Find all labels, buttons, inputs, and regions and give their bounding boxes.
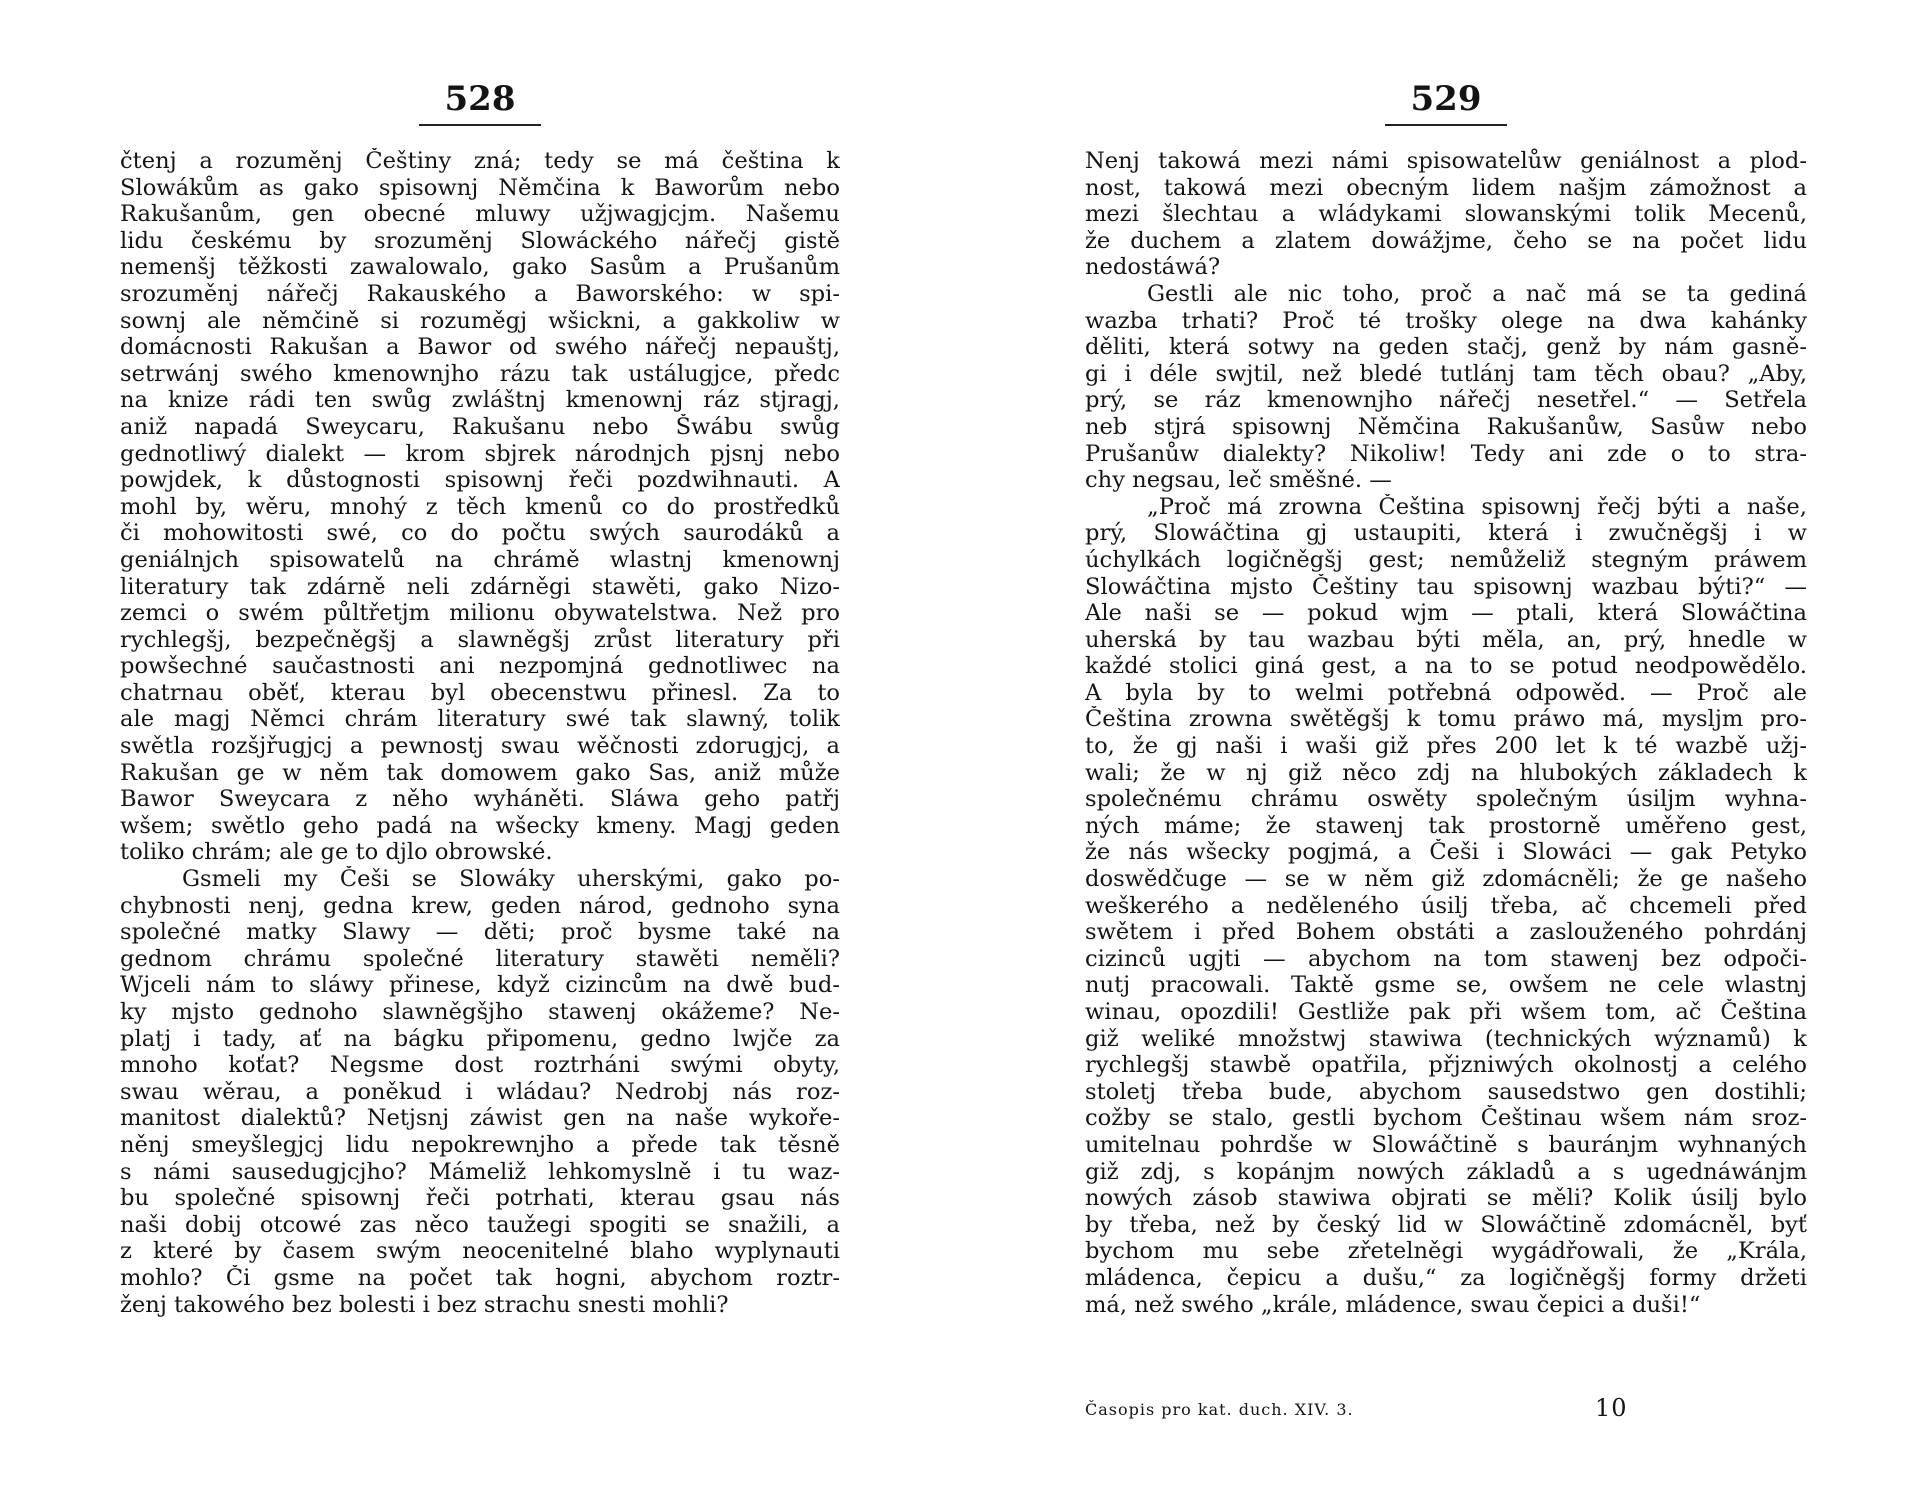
text-line: toliko chrám; ale ge to djlo obrowské.	[120, 839, 553, 866]
header-rule	[1385, 124, 1507, 126]
text-line: ných máme; že stawenj tak prostorně uměřeno gest,	[1085, 812, 1807, 839]
text-line: nost, takowá mezi obecným lidem našjm zámožnost a	[1085, 174, 1807, 201]
text-line: bychom mu sebe zřetelněgi wygádřowali, že „Krála,	[1085, 1238, 1807, 1265]
text-line: doswědčuge — se w něm giž zdomácněli; že ge našeho	[1085, 866, 1807, 893]
text-line: mnoho koťat? Negsme dost roztrháni swými obyty,	[120, 1052, 840, 1079]
text-line: na knize rádi ten swůg zwláštnj kmenownj ráz stjragj,	[120, 387, 840, 414]
text-line: že duchem a zlatem dowážjme, čeho se na počet lidu	[1085, 227, 1807, 254]
text-line: Gestli ale nic toho, proč a nač má se ta gediná	[1147, 280, 1807, 307]
text-line: to, že gj naši i waši giž přes 200 let k té wazbě užj-	[1085, 733, 1807, 760]
text-line: Rakušan ge w něm tak domowem gako Sas, aniž může	[120, 759, 840, 786]
text-line: nowých zásob stawiwa objrati se měli? Kolik úsilj bylo	[1085, 1185, 1807, 1212]
text-line: že nás wšecky pogjmá, a Češi i Slowáci — gak Petyko	[1085, 839, 1807, 866]
signature-mark: 10	[1595, 1394, 1628, 1422]
text-line: čtenj a rozuměnj Češtiny zná; tedy se má čeština k	[120, 148, 840, 174]
text-line: literatury tak zdárně neli zdárněgi stawěti, gako Nizo-	[120, 573, 840, 600]
text-line: společné matky Slawy — děti; proč bysme také na	[120, 919, 840, 946]
text-line: nutj pracowali. Taktě gsme se, owšem ne cele wlastnj	[1085, 972, 1807, 999]
header-rule	[419, 124, 541, 126]
text-line: giž zdj, s kopánjm nowých základů a s ugednáwánjm	[1085, 1158, 1807, 1185]
text-line: Rakušanům, gen obecné mluwy užjwagjcjm. Našemu	[120, 201, 840, 228]
text-line: srozuměnj nářečj Rakauského a Baworského: w spi-	[120, 280, 840, 307]
text-line: mohlo? Či gsme na počet tak hogni, abychom roztr-	[120, 1264, 840, 1291]
text-line: manitost dialektů? Netjsnj záwist gen na naše wykoře-	[120, 1105, 840, 1132]
text-line: domácnosti Rakušan a Bawor od swého nářečj nepauštj,	[120, 334, 840, 361]
text-line: Slowákům as gako spisownj Němčina k Baworům nebo	[120, 174, 840, 201]
text-line: giž weliké množstwj stawiwa (technických wýznamů) k	[1085, 1025, 1807, 1052]
text-line: setrwánj swého kmenownjho rázu tak ustálugjce, předc	[120, 360, 840, 387]
text-line: má, než swého „krále, mládence, swau čepici a duši!“	[1085, 1291, 1701, 1318]
text-line: chatrnau oběť, kterau byl obecenstwu přinesl. Za to	[120, 679, 840, 706]
text-line: aniž napadá Sweycaru, Rakušanu nebo Šwábu swůg	[120, 413, 840, 440]
text-line: uherská by tau wazbau býti měla, an, prý, hnedle w	[1085, 626, 1807, 653]
text-line: Prušanůw dialekty? Nikoliw! Tedy ani zde o to stra-	[1085, 440, 1807, 467]
text-line: „Proč má zrowna Čeština spisownj řečj býti a naše,	[1147, 493, 1807, 520]
text-line: wazba trhati? Proč té trošky olege na dwa kahánky	[1085, 307, 1807, 334]
text-line: nemenšj těžkosti zawalowalo, gako Sasům a Prušanům	[120, 254, 840, 281]
page-text	[1085, 148, 1807, 1318]
text-line: Gsmeli my Češi se Slowáky uherskými, gako po-	[182, 866, 840, 893]
text-line: powjdek, k důstognosti spisownj řeči pozdwihnauti. A	[120, 467, 840, 494]
text-line: naši dobij otcowé zas něco taužegi spogiti se snažili, a	[120, 1211, 840, 1238]
text-line: swětem i před Bohem obstáti a zaslouženého pohrdánj	[1085, 919, 1807, 946]
text-line: rychlegšj, bezpečněgšj a slawněgšj zrůst literatury při	[120, 626, 840, 653]
text-line: cožby se stalo, gestli bychom Češtinau wšem nám sroz-	[1085, 1105, 1807, 1132]
text-line: Nenj takowá mezi námi spisowatelůw geniálnost a plod-	[1085, 148, 1807, 174]
text-line: geniálnjch spisowatelů na chrámě wlastnj kmenownj	[120, 546, 840, 573]
text-line: ženj takowého bez bolesti i bez strachu snesti mohli?	[120, 1291, 729, 1318]
text-line: gi i déle swjtil, než bledé tutlánj tam těch obau? „Aby,	[1085, 360, 1807, 387]
text-line: společnému chrámu oswěty společným úsiljm wyhna-	[1085, 786, 1807, 813]
text-line: Bawor Sweycara z něho wyháněti. Sláwa geho patřj	[120, 786, 840, 813]
text-line: ky mjsto gednoho slawněgšjho stawenj okážeme? Ne-	[120, 999, 840, 1025]
page-footer	[1085, 1394, 1807, 1422]
text-line: mohl by, wěru, mnohý z těch kmenů co do prostředků	[120, 493, 840, 520]
text-line: wali; že w nj giž něco zdj na hlubokých základech k	[1085, 759, 1807, 786]
page-number: 528	[444, 79, 516, 119]
text-line: weškerého a neděleného úsilj třeba, ač chcemeli před	[1085, 892, 1807, 919]
text-line: prý, Slowáčtina gj ustaupiti, která i zwučněgšj i w	[1085, 520, 1807, 547]
text-line: A byla by to welmi potřebná odpowěd. — Proč ale	[1085, 679, 1807, 706]
text-line: Slowáčtina mjsto Češtiny tau spisownj wazbau býti?“ —	[1085, 573, 1807, 600]
left-page	[120, 0, 840, 1500]
text-line: winau, opozdili! Gestliže pak při wšem tom, ač Čeština	[1085, 999, 1807, 1025]
text-line: gednotliwý dialekt — krom sbjrek národnjch pjsnj nebo	[120, 440, 840, 467]
page-number: 529	[1410, 79, 1482, 119]
text-line: mládenca, čepicu a dušu,“ za logičněgšj formy držeti	[1085, 1264, 1807, 1291]
text-line: Čeština zrowna swětěgšj k tomu práwo má, mysljm pro-	[1085, 706, 1807, 733]
text-line: každé stolici giná gest, a na to se potud neodpowědělo.	[1085, 653, 1807, 680]
text-line: z které by časem swým neocenitelné blaho wyplynauti	[120, 1238, 840, 1265]
text-line: úchylkách logičněgšj gest; nemůželiž stegným práwem	[1085, 546, 1807, 573]
text-line: swau wěrau, a poněkud i wládau? Nedrobj nás roz-	[120, 1078, 840, 1105]
text-line: s námi sausedugjcjho? Mámeliž lehkomyslně i tu waz-	[120, 1158, 840, 1185]
text-line: chybnosti nenj, gedna krew, geden národ, gednoho syna	[120, 892, 840, 919]
text-line: swětla rozšjřugjcj a pewnostj swau wěčnosti zdorugjcj, a	[120, 733, 840, 760]
text-line: Ale naši se — pokud wjm — ptali, která Slowáčtina	[1085, 600, 1807, 627]
text-line: či mohowitosti swé, co do počtu swých saurodáků a	[120, 520, 840, 547]
text-line: zemci o swém půltřetjm milionu obywatelstwa. Než pro	[120, 600, 840, 627]
text-line: bu společné spisownj řeči potrhati, kterau gsau nás	[120, 1185, 840, 1212]
text-line: prý, se ráz kmenownjho nářečj nesetřel.“ — Setřela	[1085, 387, 1807, 414]
text-line: nedostáwá?	[1085, 254, 1221, 281]
text-line: ale magj Němci chrám literatury swé tak slawný, tolik	[120, 706, 840, 733]
text-line: stoletj třeba bude, abychom sausedstwo gen dostihli;	[1085, 1078, 1807, 1105]
text-line: umitelnau pohrdše w Slowáčtině s bauránjm wyhnaných	[1085, 1131, 1807, 1158]
journal-footer: Časopis pro kat. duch. XIV. 3.	[1085, 1400, 1354, 1419]
text-line: něnj smeyšlegjcj lidu nepokrewnjho a přede tak těsně	[120, 1131, 840, 1158]
text-line: Wjceli nám to sláwy přinese, když cizincům na dwě bud-	[120, 972, 840, 999]
text-line: děliti, která sotwy na geden stačj, genž by nám gasně-	[1085, 334, 1807, 361]
text-line: cizinců ugjti — abychom na tom stawenj bez odpoči-	[1085, 945, 1807, 972]
page-text	[120, 148, 840, 1318]
text-line: platj i tady, ať na bágku připomenu, gedno lwjče za	[120, 1025, 840, 1052]
text-line: chy negsau, leč směšné. —	[1085, 467, 1392, 494]
text-line: powšechné saučastnosti ani nezpomjná gednotliwec na	[120, 653, 840, 680]
text-line: wšem; swětlo geho padá na wšecky kmeny. Magj geden	[120, 812, 840, 839]
text-line: neb stjrá spisownj Němčina Rakušanůw, Sasůw nebo	[1085, 413, 1807, 440]
right-page	[1085, 0, 1807, 1500]
text-line: sownj ale němčině si rozuměgj wšickni, a gakkoliw w	[120, 307, 840, 334]
text-line: by třeba, než by český lid w Slowáčtině zdomácněl, byť	[1085, 1211, 1807, 1238]
text-line: gednom chrámu společné literatury stawěti neměli?	[120, 945, 840, 972]
text-line: lidu českému by srozuměnj Slowáckého nářečj gistě	[120, 227, 840, 254]
text-line: rychlegšj stawbě opatřila, přjzniwých okolnostj a celého	[1085, 1052, 1807, 1079]
text-line: mezi šlechtau a wládykami slowanskými tolik Mecenů,	[1085, 201, 1807, 228]
